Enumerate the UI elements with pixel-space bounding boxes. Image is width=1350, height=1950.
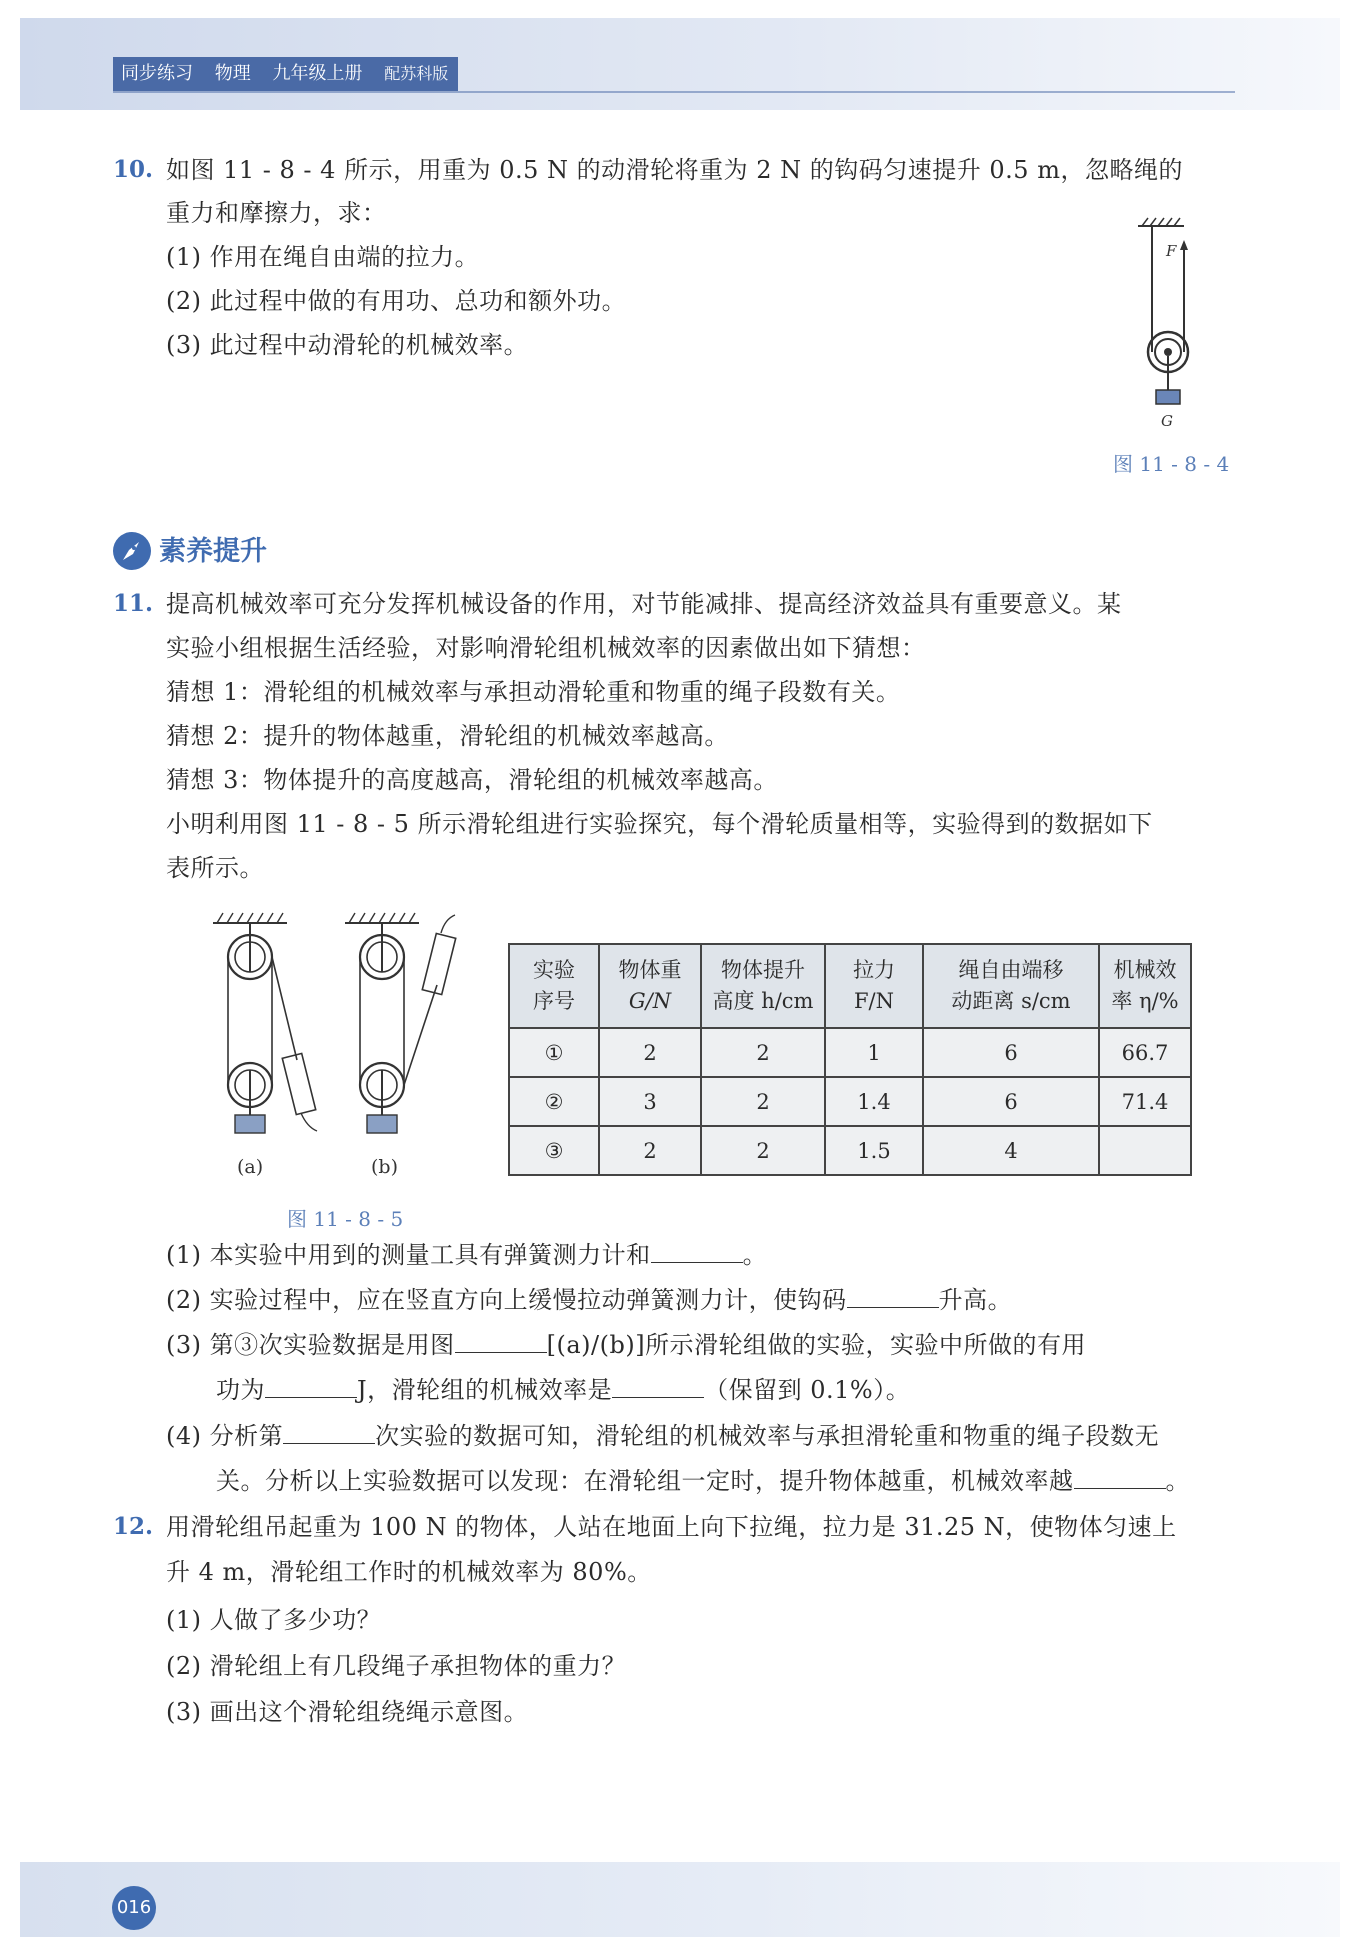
- question-10-sub2: (2) 此过程中做的有用功、总功和额外功。: [166, 287, 627, 315]
- table-cell: 4: [923, 1126, 1099, 1175]
- answer-blank[interactable]: [265, 1371, 357, 1398]
- section-title: 素养提升: [159, 536, 267, 567]
- question-12-line1: 用滑轮组吊起重为 100 N 的物体，人站在地面上向下拉绳，拉力是 31.25 N，使物体匀速上: [166, 1513, 1177, 1541]
- table-cell: 1: [825, 1028, 923, 1077]
- header-divider: [113, 91, 1235, 93]
- figure-label-a: (a): [237, 1156, 264, 1178]
- table-cell: 1.4: [825, 1077, 923, 1126]
- question-12-sub2: (2) 滑轮组上有几段绳子承担物体的重力？: [166, 1652, 627, 1680]
- question-11-guess3: 猜想 3：物体提升的高度越高，滑轮组的机械效率越高。: [166, 766, 778, 794]
- table-cell: ①: [509, 1028, 599, 1077]
- table-row: [509, 1077, 1191, 1126]
- question-11-sub2: (2) 实验过程中，应在竖直方向上缓慢拉动弹簧测力计，使钩码 升高。: [166, 1280, 1012, 1320]
- question-12-line2: 升 4 m，滑轮组工作时的机械效率为 80%。: [166, 1558, 652, 1586]
- question-11-line7: 表所示。: [166, 854, 264, 882]
- table-cell: 3: [599, 1077, 701, 1126]
- question-11-guess2: 猜想 2：提升的物体越重，滑轮组的机械效率越高。: [166, 722, 729, 750]
- table-cell: 2: [701, 1077, 825, 1126]
- weight-label: G: [1161, 412, 1173, 430]
- table-cell: [1099, 1126, 1191, 1175]
- section-heading: [113, 530, 267, 574]
- table-cell: 66.7: [1099, 1028, 1191, 1077]
- question-11-number: 11.: [113, 590, 154, 617]
- table-cell: ③: [509, 1126, 599, 1175]
- question-10-sub3: (3) 此过程中动滑轮的机械效率。: [166, 331, 529, 359]
- question-11-sub3-line2: 功为 J，滑轮组的机械效率是 （保留到 0.1%）。: [216, 1370, 910, 1410]
- header-grade: 九年级上册: [272, 63, 363, 84]
- table-header-row: [509, 944, 1191, 1028]
- question-11-line2: 实验小组根据生活经验，对影响滑轮组机械效率的因素做出如下猜想：: [166, 634, 926, 662]
- question-11-sub4-line2: 关。分析以上实验数据可以发现：在滑轮组一定时，提升物体越重，机械效率越 。: [216, 1461, 1190, 1501]
- question-10-sub1: (1) 作用在绳自由端的拉力。: [166, 243, 480, 271]
- question-10-line1: 如图 11 - 8 - 4 所示，用重为 0.5 N 的动滑轮将重为 2 N 的钩码匀速提升 0.5 m，忽略绳的: [166, 156, 1183, 184]
- rocket-icon: [113, 532, 151, 570]
- table-cell: 2: [701, 1126, 825, 1175]
- question-11-guess1: 猜想 1：滑轮组的机械效率与承担动滑轮重和物重的绳子段数有关。: [166, 678, 901, 706]
- page-number: 016: [112, 1886, 156, 1930]
- question-11-sub1: (1) 本实验中用到的测量工具有弹簧测力计和 。: [166, 1235, 767, 1275]
- table-header: 绳自由端移 动距离 s/cm: [923, 944, 1099, 1028]
- question-11-sub3-line1: (3) 第③次实验数据是用图 [(a)/(b)]所示滑轮组做的实验，实验中所做的有用: [166, 1325, 1086, 1365]
- table-cell: 2: [599, 1028, 701, 1077]
- table-cell: 2: [599, 1126, 701, 1175]
- question-11-sub4-line1: (4) 分析第 次实验的数据可知，滑轮组的机械效率与承担滑轮重和物重的绳子段数无: [166, 1416, 1159, 1456]
- header-title: [113, 57, 458, 91]
- answer-blank[interactable]: [455, 1326, 547, 1353]
- answer-blank[interactable]: [1074, 1462, 1166, 1489]
- answer-blank[interactable]: [847, 1281, 939, 1308]
- question-12-sub1: (1) 人做了多少功？: [166, 1606, 382, 1634]
- table-cell: ②: [509, 1077, 599, 1126]
- footer-band: [20, 1862, 1340, 1937]
- table-header: 机械效 率 η/%: [1099, 944, 1191, 1028]
- question-12-sub3: (3) 画出这个滑轮组绕绳示意图。: [166, 1698, 529, 1726]
- pulley-figure-11-8-5: [205, 905, 485, 1195]
- table-header: 实验 序号: [509, 944, 599, 1028]
- figure-caption-11-8-5: 图 11 - 8 - 5: [287, 1207, 404, 1231]
- question-12-number: 12.: [113, 1513, 154, 1540]
- figure-label-b: (b): [371, 1156, 398, 1178]
- header-edition: 配苏科版: [384, 64, 449, 83]
- question-11-line1: 提高机械效率可充分发挥机械设备的作用，对节能减排、提高经济效益具有重要意义。某: [166, 590, 1122, 618]
- table-row: [509, 1028, 1191, 1077]
- force-label: F: [1166, 242, 1177, 260]
- pulley-figure-11-8-4: [1120, 212, 1250, 437]
- question-10-number: 10.: [113, 156, 154, 183]
- table-row: [509, 1126, 1191, 1175]
- table-cell: 1.5: [825, 1126, 923, 1175]
- table-header: 物体重 G/N: [599, 944, 701, 1028]
- table-header: 拉力 F/N: [825, 944, 923, 1028]
- table-cell: 6: [923, 1077, 1099, 1126]
- table-cell: 2: [701, 1028, 825, 1077]
- experiment-table: [508, 943, 1192, 1176]
- question-11-line6: 小明利用图 11 - 8 - 5 所示滑轮组进行实验探究，每个滑轮质量相等，实验得到的数据如下: [166, 810, 1153, 838]
- answer-blank[interactable]: [283, 1417, 375, 1444]
- header-subject: 物理: [214, 63, 251, 84]
- figure-caption-11-8-4: 图 11 - 8 - 4: [1113, 452, 1230, 476]
- answer-blank[interactable]: [612, 1371, 704, 1398]
- table-cell: 6: [923, 1028, 1099, 1077]
- question-10-line2: 重力和摩擦力，求：: [166, 199, 387, 227]
- answer-blank[interactable]: [651, 1236, 743, 1263]
- table-header: 物体提升 高度 h/cm: [701, 944, 825, 1028]
- table-cell: 71.4: [1099, 1077, 1191, 1126]
- header-series: 同步练习: [121, 63, 193, 84]
